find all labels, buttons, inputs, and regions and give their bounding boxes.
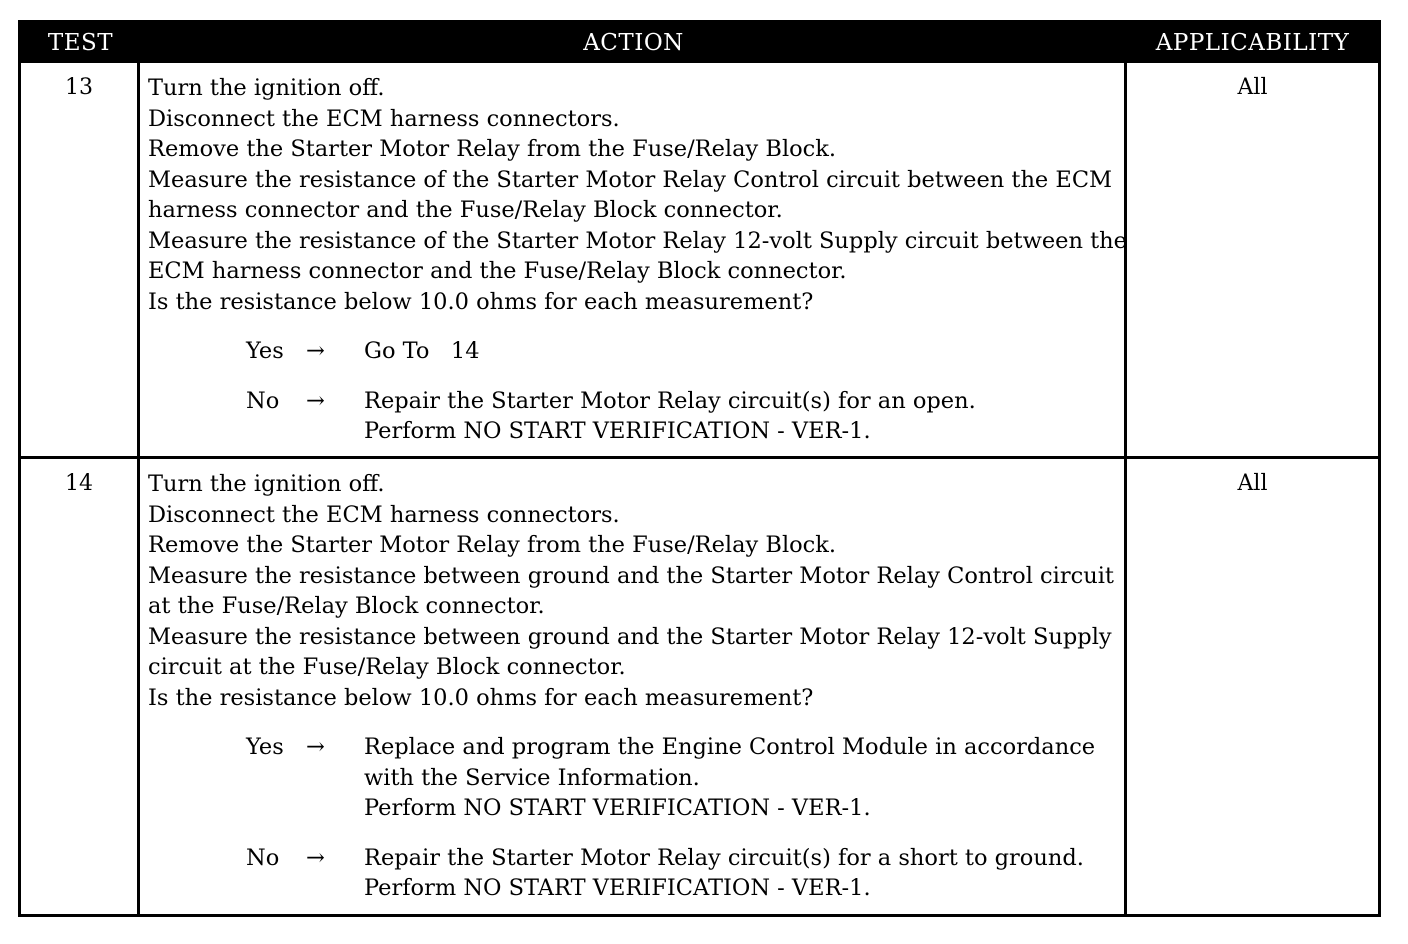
table-header: [21, 23, 1378, 63]
right-arrow-icon: →: [306, 338, 325, 364]
no-label: No: [246, 387, 280, 414]
step-text: circuit at the Fuse/Relay Block connector.: [148, 654, 626, 680]
right-arrow-icon: →: [306, 387, 325, 414]
step-text: ECM harness connector and the Fuse/Relay Block connector.: [148, 258, 847, 284]
applicability-value: All: [1237, 75, 1268, 100]
step-text: Measure the resistance between ground and the Starter Motor Relay 12-volt Supply: [148, 623, 1112, 650]
result-text: Go To 14: [364, 338, 480, 364]
step-text: harness connector and the Fuse/Relay Block connector.: [148, 197, 783, 223]
step-text: Remove the Starter Motor Relay from the Fuse/Relay Block.: [148, 532, 837, 558]
header-test: TEST: [47, 30, 114, 56]
right-arrow-icon: →: [306, 734, 325, 760]
result-text: Perform NO START VERIFICATION - VER-1.: [364, 418, 871, 444]
no-answer: [246, 386, 1116, 447]
no-answer: [246, 843, 1116, 904]
yes-label: Yes: [246, 338, 284, 364]
header-action: ACTION: [583, 30, 684, 56]
result-text: Perform NO START VERIFICATION - VER-1.: [364, 875, 871, 901]
step-text: Disconnect the ECM harness connectors.: [148, 105, 620, 132]
step-text: Remove the Starter Motor Relay from the Fuse/Relay Block.: [148, 136, 837, 162]
no-label: No: [246, 844, 280, 871]
test-number: 14: [21, 459, 140, 914]
diagnostic-test-table: [18, 20, 1381, 917]
step-text: at the Fuse/Relay Block connector.: [148, 593, 545, 619]
step-text: Turn the ignition off.: [148, 471, 385, 497]
step-text: Measure the resistance of the Starter Motor Relay Control circuit between the ECM: [148, 166, 1113, 193]
action-cell: [140, 459, 1127, 914]
no-result: [364, 843, 1116, 904]
step-text: Turn the ignition off.: [148, 75, 385, 101]
step-text: Is the resistance below 10.0 ohms for each measurement?: [148, 684, 814, 711]
step-text: Measure the resistance of the Starter Motor Relay 12-volt Supply circuit between the: [148, 227, 1127, 254]
table-row: [21, 63, 1378, 456]
table-row: [21, 456, 1378, 914]
test-number: 13: [21, 63, 140, 456]
result-text: with the Service Information.: [364, 764, 700, 791]
step-text: Disconnect the ECM harness connectors.: [148, 501, 620, 528]
step-text: Is the resistance below 10.0 ohms for each measurement?: [148, 288, 814, 315]
action-cell: [140, 63, 1127, 456]
yes-answer: [246, 336, 1116, 367]
step-text: Measure the resistance between ground and the Starter Motor Relay Control circuit: [148, 562, 1114, 589]
applicability-value: All: [1237, 471, 1268, 496]
yes-answer: [246, 732, 1116, 824]
header-applicability: APPLICABILITY: [1155, 30, 1350, 56]
yes-result: [364, 336, 1116, 367]
result-text: Repair the Starter Motor Relay circuit(s) for a short to ground.: [364, 844, 1084, 871]
result-text: Repair the Starter Motor Relay circuit(s) for an open.: [364, 387, 976, 414]
result-text: Perform NO START VERIFICATION - VER-1.: [364, 795, 871, 821]
no-result: [364, 386, 1116, 447]
result-text: Replace and program the Engine Control Module in accordance: [364, 734, 1096, 760]
yes-result: [364, 732, 1116, 824]
yes-label: Yes: [246, 734, 284, 760]
right-arrow-icon: →: [306, 844, 325, 871]
